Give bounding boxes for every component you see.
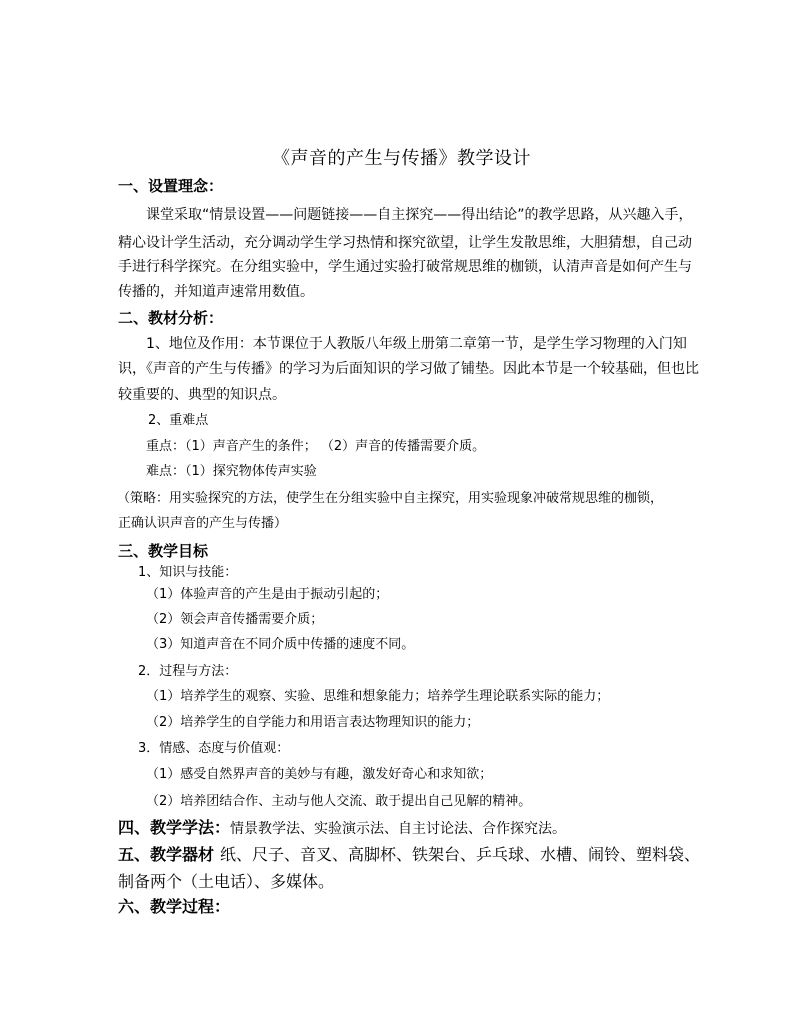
paragraph-line: 较重要的、典型的知识点。 bbox=[118, 387, 286, 403]
objective-item: （1）体验声音的产生是由于振动引起的； bbox=[146, 587, 389, 602]
objective-group-knowledge: 1、知识与技能： bbox=[138, 565, 238, 580]
equipment-text-continued: 制备两个（土电话）、多媒体。 bbox=[118, 872, 335, 891]
objective-group-process: 2．过程与方法： bbox=[138, 664, 238, 679]
objective-item: （3）知道声音在不同介质中传播的速度不同。 bbox=[146, 637, 415, 652]
objective-item: （2）培养团结合作、主动与他人交流、敢于提出自己见解的精神。 bbox=[146, 794, 532, 809]
section-methods bbox=[118, 818, 566, 839]
section-equipment bbox=[118, 845, 700, 865]
paragraph-line: 识，《声音的产生与传播》的学习为后面知识的学习做了铺垫。因此本节是一个较基础，但也比 bbox=[118, 361, 699, 377]
section-heading-objectives: 三、教学目标 bbox=[118, 542, 209, 560]
objective-item: （1）感受自然界声音的美妙与有趣，激发好奇心和求知欲； bbox=[146, 767, 493, 782]
paragraph-line: 课堂采取“情景设置——问题链接——自主探究——得出结论”的教学思路，从兴趣入手， bbox=[146, 207, 693, 223]
subheading-key-difficult: 2、重难点 bbox=[148, 413, 209, 428]
paragraph-line: 传播的，并知道声速常用数值。 bbox=[118, 284, 314, 300]
paragraph-line: 精心设计学生活动，充分调动学生学习热情和探究欲望，让学生发散思维，大胆猜想，自己动 bbox=[118, 235, 692, 251]
paragraph-line: 手进行科学探究。在分组实验中，学生通过实验打破常规思维的枷锁，认清声音是如何产生与 bbox=[118, 259, 692, 275]
strategy-line: 正确认识声音的产生与传播） bbox=[118, 516, 288, 531]
objective-item: （2）培养学生的自学能力和用语言表达物理知识的能力； bbox=[146, 715, 480, 730]
section-heading-methods: 四、教学学法： bbox=[118, 818, 231, 837]
objective-group-attitude: 3．情感、态度与价值观： bbox=[138, 741, 290, 756]
objective-item: （1）培养学生的观察、实验、思维和想象能力；培养学生理论联系实际的能力； bbox=[146, 689, 610, 704]
section-heading-textbook-analysis: 二、教材分析： bbox=[118, 309, 224, 327]
strategy-line: （策略：用实验探究的方法，使学生在分组实验中自主探究，用实验现象冲破常规思维的枷锁， bbox=[117, 491, 664, 506]
equipment-text: 纸、尺子、音叉、高脚杯、铁架台、乒乓球、水槽、闹铃、塑料袋、 bbox=[220, 845, 701, 864]
paragraph-line: 1、地位及作用：本节课位于人教版八年级上册第二章第一节，是学生学习物理的入门知 bbox=[146, 336, 687, 352]
section-heading-concept: 一、设置理念： bbox=[118, 177, 224, 195]
objective-item: （2）领会声音传播需要介质； bbox=[146, 612, 324, 627]
methods-text: 情景教学法、实验演示法、自主讨论法、合作探究法。 bbox=[230, 821, 567, 837]
document-title: 《声音的产生与传播》教学设计 bbox=[272, 148, 531, 169]
section-heading-process: 六、教学过程： bbox=[118, 897, 231, 916]
section-heading-equipment: 五、教学器材 bbox=[118, 845, 215, 864]
difficult-points: 难点：（1）探究物体传声实验 bbox=[146, 464, 317, 479]
key-points: 重点：（1）声音产生的条件； （2）声音的传播需要介质。 bbox=[146, 439, 486, 454]
